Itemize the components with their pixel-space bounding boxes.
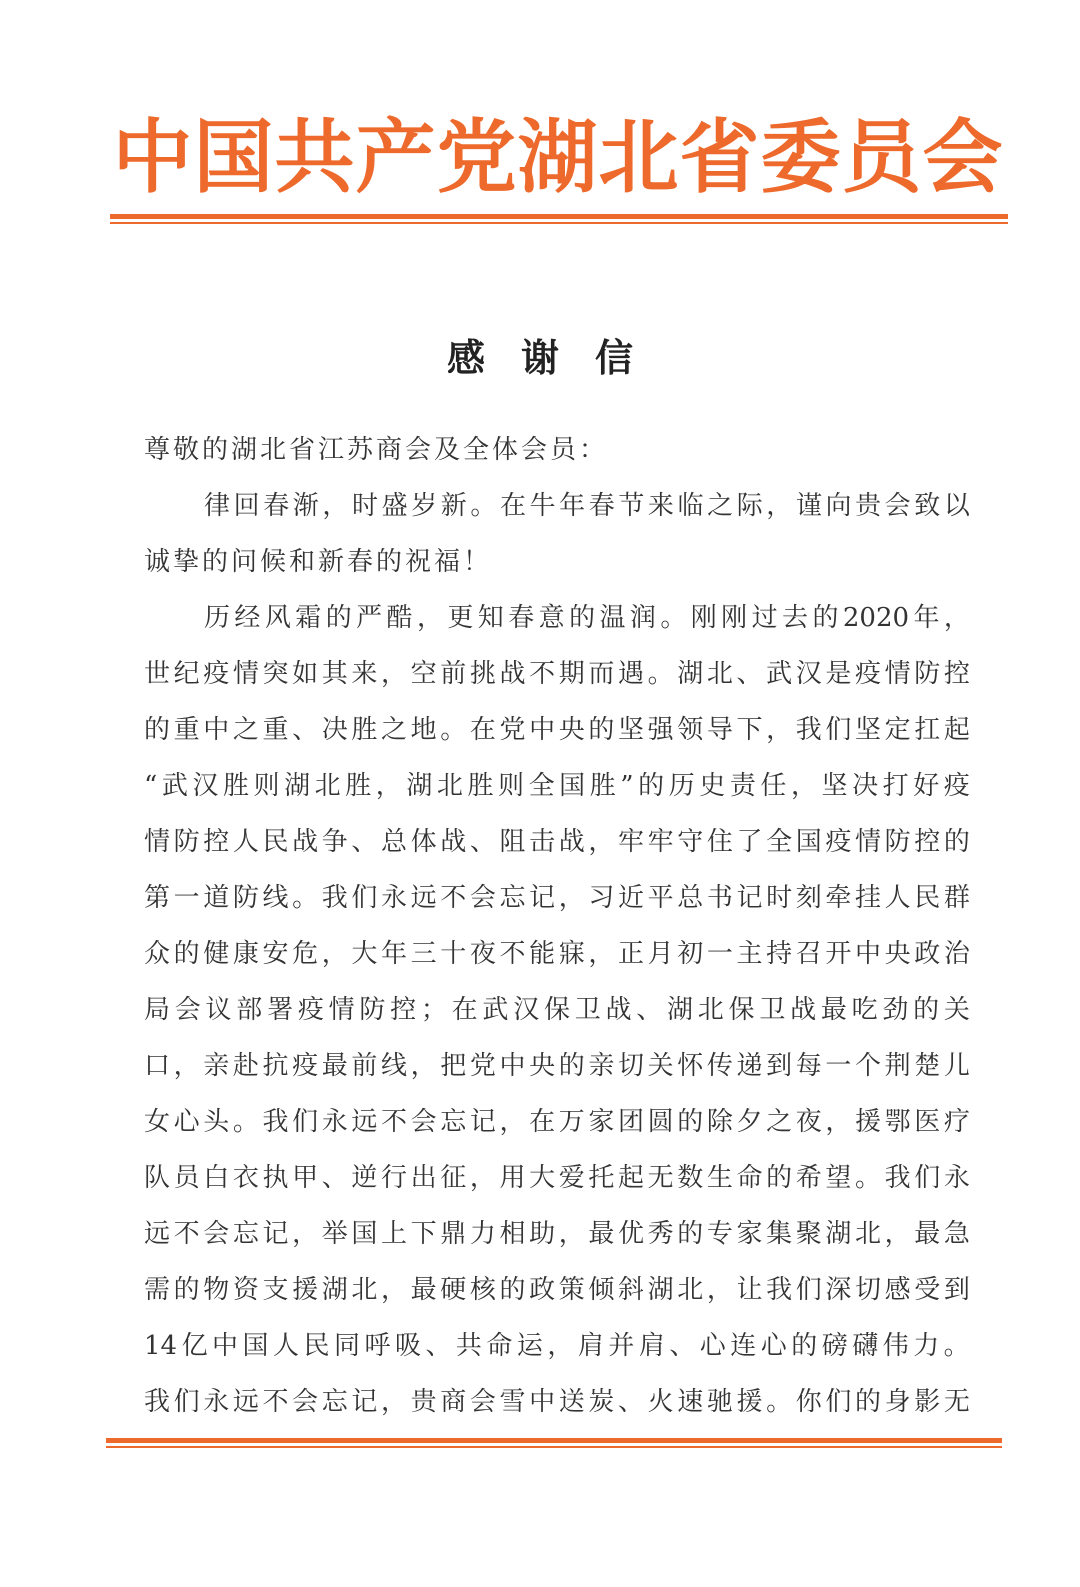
body-line: 第 一 道 防 线 。 我 们 永 远 不 会 忘 记 ， 习 近 平 总 书 记 时 刻 牵 挂 人 民 群 bbox=[144, 883, 970, 913]
letterhead-rule-thick bbox=[110, 214, 1008, 219]
body-line: 女 心 头 。 我 们 永 远 不 会 忘 记 ， 在 万 家 团 圆 的 除 夕 之 夜 ， 援 鄂 医 疗 bbox=[144, 1107, 970, 1137]
body-line: 14 亿 中 国 人 民 同 呼 吸 、 共 命 运 ， 肩 并 肩 、 心 连 心 的 磅 礴 伟 力 。 bbox=[144, 1331, 970, 1361]
letter-body bbox=[144, 422, 970, 1430]
body-line: 历 经 风 霜 的 严 酷 ， 更 知 春 意 的 温 润 。 刚 刚 过 去 的 2020 年 ， bbox=[204, 603, 970, 633]
body-line: 世 纪 疫 情 突 如 其 来 ， 空 前 挑 战 不 期 而 遇 。 湖 北 、 武 汉 是 疫 情 防 控 bbox=[144, 659, 970, 689]
body-line: 远 不 会 忘 记 ， 举 国 上 下 鼎 力 相 助 ， 最 优 秀 的 专 家 集 聚 湖 北 ， 最 急 bbox=[144, 1219, 970, 1249]
body-line: 我 们 永 远 不 会 忘 记 ， 贵 商 会 雪 中 送 炭 、 火 速 驰 援 。 你 们 的 身 影 无 bbox=[144, 1387, 970, 1417]
body-line: 诚挚的问候和新春的祝福！ bbox=[144, 547, 493, 577]
body-line: 众 的 健 康 安 危 ， 大 年 三 十 夜 不 能 寐 ， 正 月 初 一 主 持 召 开 中 央 政 治 bbox=[144, 939, 970, 969]
letterhead-rule-thin bbox=[110, 222, 1008, 224]
body-line: “ 武 汉 胜 则 湖 北 胜 ， 湖 北 胜 则 全 国 胜 ” 的 历 史 责 任 ， 坚 决 打 好 疫 bbox=[144, 771, 970, 801]
document-title: 感谢信 bbox=[446, 336, 669, 380]
footer-rule-thin bbox=[106, 1446, 1002, 1448]
body-line: 尊敬的湖北省江苏商会及全体会员： bbox=[144, 435, 609, 465]
body-line: 队 员 白 衣 执 甲 、 逆 行 出 征 ， 用 大 爱 托 起 无 数 生 命 的 希 望 。 我 们 永 bbox=[144, 1163, 970, 1193]
body-line: 律 回 春 渐 ， 时 盛 岁 新 。 在 牛 年 春 节 来 临 之 际 ， 谨 向 贵 会 致 以 bbox=[204, 491, 970, 521]
body-line: 口 ， 亲 赴 抗 疫 最 前 线 ， 把 党 中 央 的 亲 切 关 怀 传 递 到 每 一 个 荆 楚 儿 bbox=[144, 1051, 970, 1081]
body-line: 局 会 议 部 署 疫 情 防 控 ； 在 武 汉 保 卫 战 、 湖 北 保 卫 战 最 吃 劲 的 关 bbox=[144, 995, 970, 1025]
body-line: 需 的 物 资 支 援 湖 北 ， 最 硬 核 的 政 策 倾 斜 湖 北 ， 让 我 们 深 切 感 受 到 bbox=[144, 1275, 970, 1305]
body-line: 情 防 控 人 民 战 争 、 总 体 战 、 阻 击 战 ， 牢 牢 守 住 了 全 国 疫 情 防 控 的 bbox=[144, 827, 970, 857]
footer-rule-thick bbox=[106, 1438, 1002, 1443]
letterhead-organization: 中国共产党湖北省委员会 bbox=[112, 111, 1004, 204]
body-line: 的 重 中 之 重 、 决 胜 之 地 。 在 党 中 央 的 坚 强 领 导 下 ， 我 们 坚 定 扛 起 bbox=[144, 715, 970, 745]
